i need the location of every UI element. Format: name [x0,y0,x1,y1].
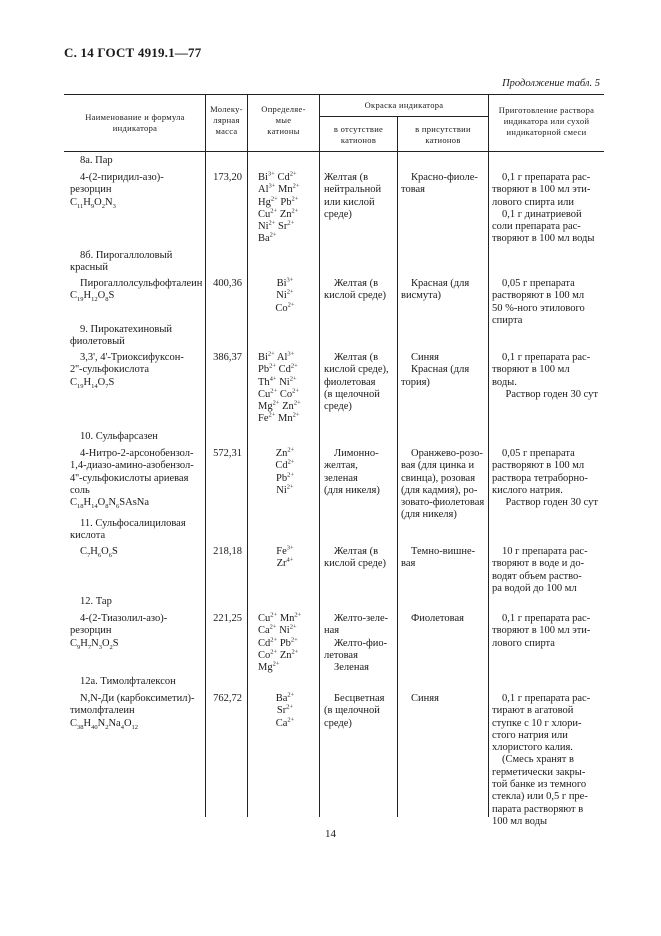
color-present [401,172,489,197]
preparation-text [492,546,598,595]
text-line: 0,05 г препарата [502,278,575,289]
cation-list [258,613,312,674]
title-line: кислота [70,530,106,542]
text-line: 0,1 г препарата рас- [502,613,591,624]
cation-list [258,278,312,315]
name-line: Пирогаллолсульфофталеин [80,278,203,289]
name-line: резорцин [70,184,112,196]
color-absent [324,693,394,730]
table-top-border [64,94,604,95]
text-line: товая [401,184,426,196]
cation-line: $Hg^{2+}$ $Pb^{2+}$ [258,195,299,208]
text-line: Желтая (в [334,546,379,557]
cation-list [258,448,312,497]
text-line: хлористого калия. [492,742,573,754]
color-header-divider [320,116,488,117]
text-line: вая (для цинка и [401,460,475,472]
text-line: (в щелочной [324,388,380,400]
cation-line: $Cu^{2+}$ $Co^{2+}$ [258,387,299,400]
header-color-group: Окраска индикатора [364,100,444,110]
header-text: катионов [425,135,461,145]
title-line: фиолетовый [70,336,125,348]
chemical-formula: $C_9H_7N_3O_2S$ [70,637,119,651]
text-line: воды. [492,376,517,388]
text-line: 10 г препарата рас- [502,546,588,557]
table-continuation-label: Продолжение табл. 5 [502,78,600,89]
text-line: Лимонно- [334,448,379,459]
page-header: С. 14 ГОСТ 4919.1—77 [64,45,202,60]
header-text: мые [275,115,292,125]
text-line: кислой среде), [324,364,389,376]
text-line: среде) [324,401,352,413]
header-mass-column [206,104,247,137]
text-line: Желтая (в [324,172,369,183]
text-line: Красная (для [411,364,470,376]
indicator-name [70,172,204,209]
name-line: 4-(2-Тиазолил-азо)- [80,613,168,624]
molecular-mass: 400,36 [213,278,242,289]
indicator-title: 12а. Тимолфталексон [80,676,176,687]
cation-line: $Ni^{2+}$ [276,288,294,302]
header-text: лярная [213,115,240,125]
name-line: 4-(2-пиридил-азо)- [80,172,164,183]
cation-line: $Ni^{2+}$ [276,483,294,496]
text-line: парата растворяют в [492,803,584,815]
text-line: Бесцветная [334,693,385,704]
title-line: 11. Сульфосалициловая [80,518,186,529]
preparation-text [492,693,598,828]
cation-list [258,546,312,571]
header-text: Наименование и формула [85,112,185,122]
column-divider [319,95,320,817]
cation-line: $Cd^{2+}$ $Pb^{2+}$ [258,636,298,649]
text-line: Желтая (в [334,278,379,289]
title-line: 8б. Пирогаллоловый [80,250,173,261]
cation-line: $Fe^{3+}$ [276,544,294,557]
name-line: 4''-сульфокислоты ариевая [70,472,189,484]
header-text: масса [215,126,238,136]
text-line: лового спирта [492,637,555,649]
header-text: Молеку- [210,104,243,114]
name-line: 3,3', 4'-Триоксифуксон- [80,352,184,363]
color-absent [324,448,394,497]
text-line: 100 мл воды [492,815,548,827]
name-line: 4-Нитро-2-арсонобензол- [80,448,194,459]
name-line: 1,4-диазо-амино-азобензол- [70,460,194,472]
cation-list [258,172,312,246]
text-line: Синяя [411,693,439,704]
text-line: (для никеля) [401,509,457,521]
cation-list [258,352,312,426]
title-line: красный [70,262,108,274]
color-absent [324,613,394,674]
molecular-mass: 218,18 [213,546,242,557]
text-line: Оранжево-розо- [411,448,483,459]
indicator-name [70,448,204,509]
text-line: той банке из темного [492,779,587,791]
cation-line: $Ca^{2+}$ [275,716,295,729]
indicator-title: 8а. Пар [80,155,113,166]
text-line: или кислой [324,196,375,208]
color-absent [324,352,394,413]
preparation-text [492,278,598,327]
color-present [401,613,489,625]
indicator-name [70,693,204,730]
molecular-mass: 173,20 [213,172,242,183]
text-line: водят объем раство- [492,570,582,582]
text-line: Желто-зеле- [334,613,389,624]
color-present [401,693,489,705]
chemical-formula: $C_{18}H_{14}O_8N_6SAsNa$ [70,497,150,511]
text-line: герметически закры- [492,766,586,778]
text-line: тория) [401,376,430,388]
text-line: Желтая (в [334,352,379,363]
text-line: Зеленая [334,662,369,674]
preparation-text [492,172,598,246]
header-text: Приготовление раствора [498,105,595,115]
text-line: растворяют в 100 мл [492,290,585,302]
text-line: творяют в воде и до- [492,558,585,570]
header-text: катионы [267,126,300,136]
name-line: резорцин [70,625,112,637]
preparation-text [492,613,598,650]
color-absent [324,278,394,303]
header-text: индикаторной смеси [506,127,587,137]
text-line: ная [324,625,340,637]
molecular-mass: 221,25 [213,613,242,624]
text-line: Синяя [411,352,439,363]
text-line: Красная (для [411,278,470,289]
page-number: 14 [325,828,336,840]
text-line: (Смесь хранят в [502,754,574,766]
text-line: желтая, зеленая [324,460,358,484]
text-line: Раствор годен 30 сут [505,497,598,509]
text-line: Желто-фио- [334,637,388,649]
text-line: творяют в 100 мл [492,364,570,376]
color-present [401,448,489,522]
cation-line: $Al^{3+}$ $Mn^{2+}$ [258,182,300,196]
color-present [401,278,489,303]
header-text: индикатора или сухой [503,116,590,126]
table-header-bottom-border [64,151,604,152]
cation-line: $Co^{2+}$ [275,301,295,314]
header-text: в присутствии [415,124,471,134]
cation-line: $Bi^{2+}$ $Al^{3+}$ [258,350,295,363]
text-line: Темно-вишне- [411,546,476,557]
text-line: ра водой до 100 мл [492,582,577,594]
text-line: фиолетовая [324,376,376,388]
text-line: соли препарата рас- [492,221,581,233]
text-line: лового спирта или [492,196,575,208]
name-line: N,N-Ди (карбоксиметил)- [80,693,195,704]
color-absent [324,172,394,221]
cation-line: $Zr^{4+}$ [276,556,294,570]
text-line: 0,1 г динатриевой [502,208,582,220]
text-line: творяют в 100 мл эти- [492,625,591,637]
color-absent [324,546,394,571]
preparation-text [492,448,598,509]
chemical-formula: $C_{19}H_{12}O_8S$ [70,290,115,304]
header-text: индикатора [112,123,158,133]
indicator-title [70,250,204,275]
text-line: свинца), розовая [401,472,476,484]
cation-line: $Cd^{2+}$ [275,458,295,472]
chemical-formula: $C_{19}H_{14}O_7S$ [70,376,115,390]
cation-line: $Fe^{2+}$ $Mn^{2+}$ [258,411,300,425]
cation-line: $Ca^{2+}$ $Ni^{2+}$ [258,623,297,637]
color-present [401,546,489,571]
cation-line: $Th^{4+}$ $Ni^{2+}$ [258,375,297,388]
text-line: кислой среде) [324,558,387,570]
molecular-mass: 386,37 [213,352,242,363]
cation-line: $Sr^{2+}$ [276,703,294,717]
header-name-column [66,112,204,134]
indicator-name [70,352,204,389]
text-line: вая [401,558,416,570]
header-absent-column [320,124,397,146]
name-line: 2''-сульфокислота [70,364,150,376]
cation-line: $Cu^{2+}$ $Zn^{2+}$ [258,207,299,220]
text-line: кислого натрия. [492,484,563,496]
chemical-formula: $C_{38}H_{40}N_2Na_4O_{12}$ [70,717,139,731]
indicator-name [70,613,204,650]
molecular-mass: 762,72 [213,693,242,704]
indicator-title: 10. Сульфарсазен [80,431,158,442]
text-line: творяют в 100 мл эти- [492,184,591,196]
cation-line: $Cu^{2+}$ $Mn^{2+}$ [258,611,302,624]
header-text: в отсутствие [333,124,384,134]
text-line: творяют в 100 мл воды [492,233,595,245]
text-line: нейтральной [324,184,382,196]
text-line: (для кадмия), ро- [401,484,478,496]
text-line: раствора тетраборно- [492,472,588,484]
cation-line: $Pb^{2+}$ $Cd^{2+}$ [258,362,298,376]
cation-line: $Co^{2+}$ $Zn^{2+}$ [258,648,299,661]
indicator-title [70,518,204,543]
title-line: 9. Пирокатехиновый [80,324,173,335]
cation-line: $Ni^{2+}$ $Sr^{2+}$ [258,219,295,233]
text-line: Фиолетовая [411,613,464,624]
cation-line: $Zn^{2+}$ [275,446,295,459]
text-line: зовато-фиолетовая [401,497,485,509]
indicator-name [70,278,204,303]
indicator-title [70,324,204,349]
column-divider [397,117,398,817]
text-line: Раствор годен 30 сут [505,388,598,400]
color-present [401,352,489,389]
header-text: катионов [340,135,377,145]
text-line: тирают в агатовой [492,705,574,717]
cation-list [258,693,312,730]
header-prep-column [489,105,604,138]
text-line: (в щелочной [324,705,380,717]
cation-line: $Ba^{2+}$ [258,231,277,245]
header-cations-column [248,104,319,137]
text-line: 0,05 г препарата [502,448,575,459]
name-line: тимолфталеин [70,705,135,717]
name-line: соль [70,484,90,496]
cation-line: $Ba^{2+}$ [275,691,295,704]
cation-line: $Mg^{2+}$ $Zn^{2+}$ [258,399,301,413]
text-line: 50 %-ного этилового [492,302,585,314]
header-text: Определяе- [261,104,306,114]
column-divider [247,95,248,817]
preparation-text [492,352,598,401]
text-line: 0,1 г препарата рас- [502,352,591,363]
chemical-formula: $C_{11}H_9O_2N_3$ [70,196,116,210]
cation-line: $Mg^{2+}$ [258,660,280,674]
text-line: (для никеля) [324,484,380,496]
text-line: ступке с 10 г хлори- [492,717,582,729]
text-line: Красно-фиоле- [411,172,478,183]
text-line: спирта [492,314,523,326]
chemical-formula: $C_7H_6O_6S$ [80,546,118,560]
text-line: стого натрия или [492,729,568,741]
text-line: среде) [324,717,352,729]
header-present-column [398,124,488,146]
cation-line: $Pb^{2+}$ [275,471,294,484]
text-line: 0,1 г препарата рас- [502,172,591,183]
text-line: среде) [324,208,352,220]
cation-line: $Bi^{3+}$ $Cd^{2+}$ [258,170,297,183]
text-line: висмута) [401,290,442,302]
text-line: кислой среде) [324,290,387,302]
text-line: летовая [324,649,358,661]
indicator-title: 12. Тар [80,596,112,607]
molecular-mass: 572,31 [213,448,242,459]
text-line: растворяют в 100 мл [492,460,585,472]
cation-line: $Bi^{3+}$ [276,276,294,289]
text-line: стекла) или 0,5 г пре- [492,791,588,803]
text-line: 0,1 г препарата рас- [502,693,591,704]
